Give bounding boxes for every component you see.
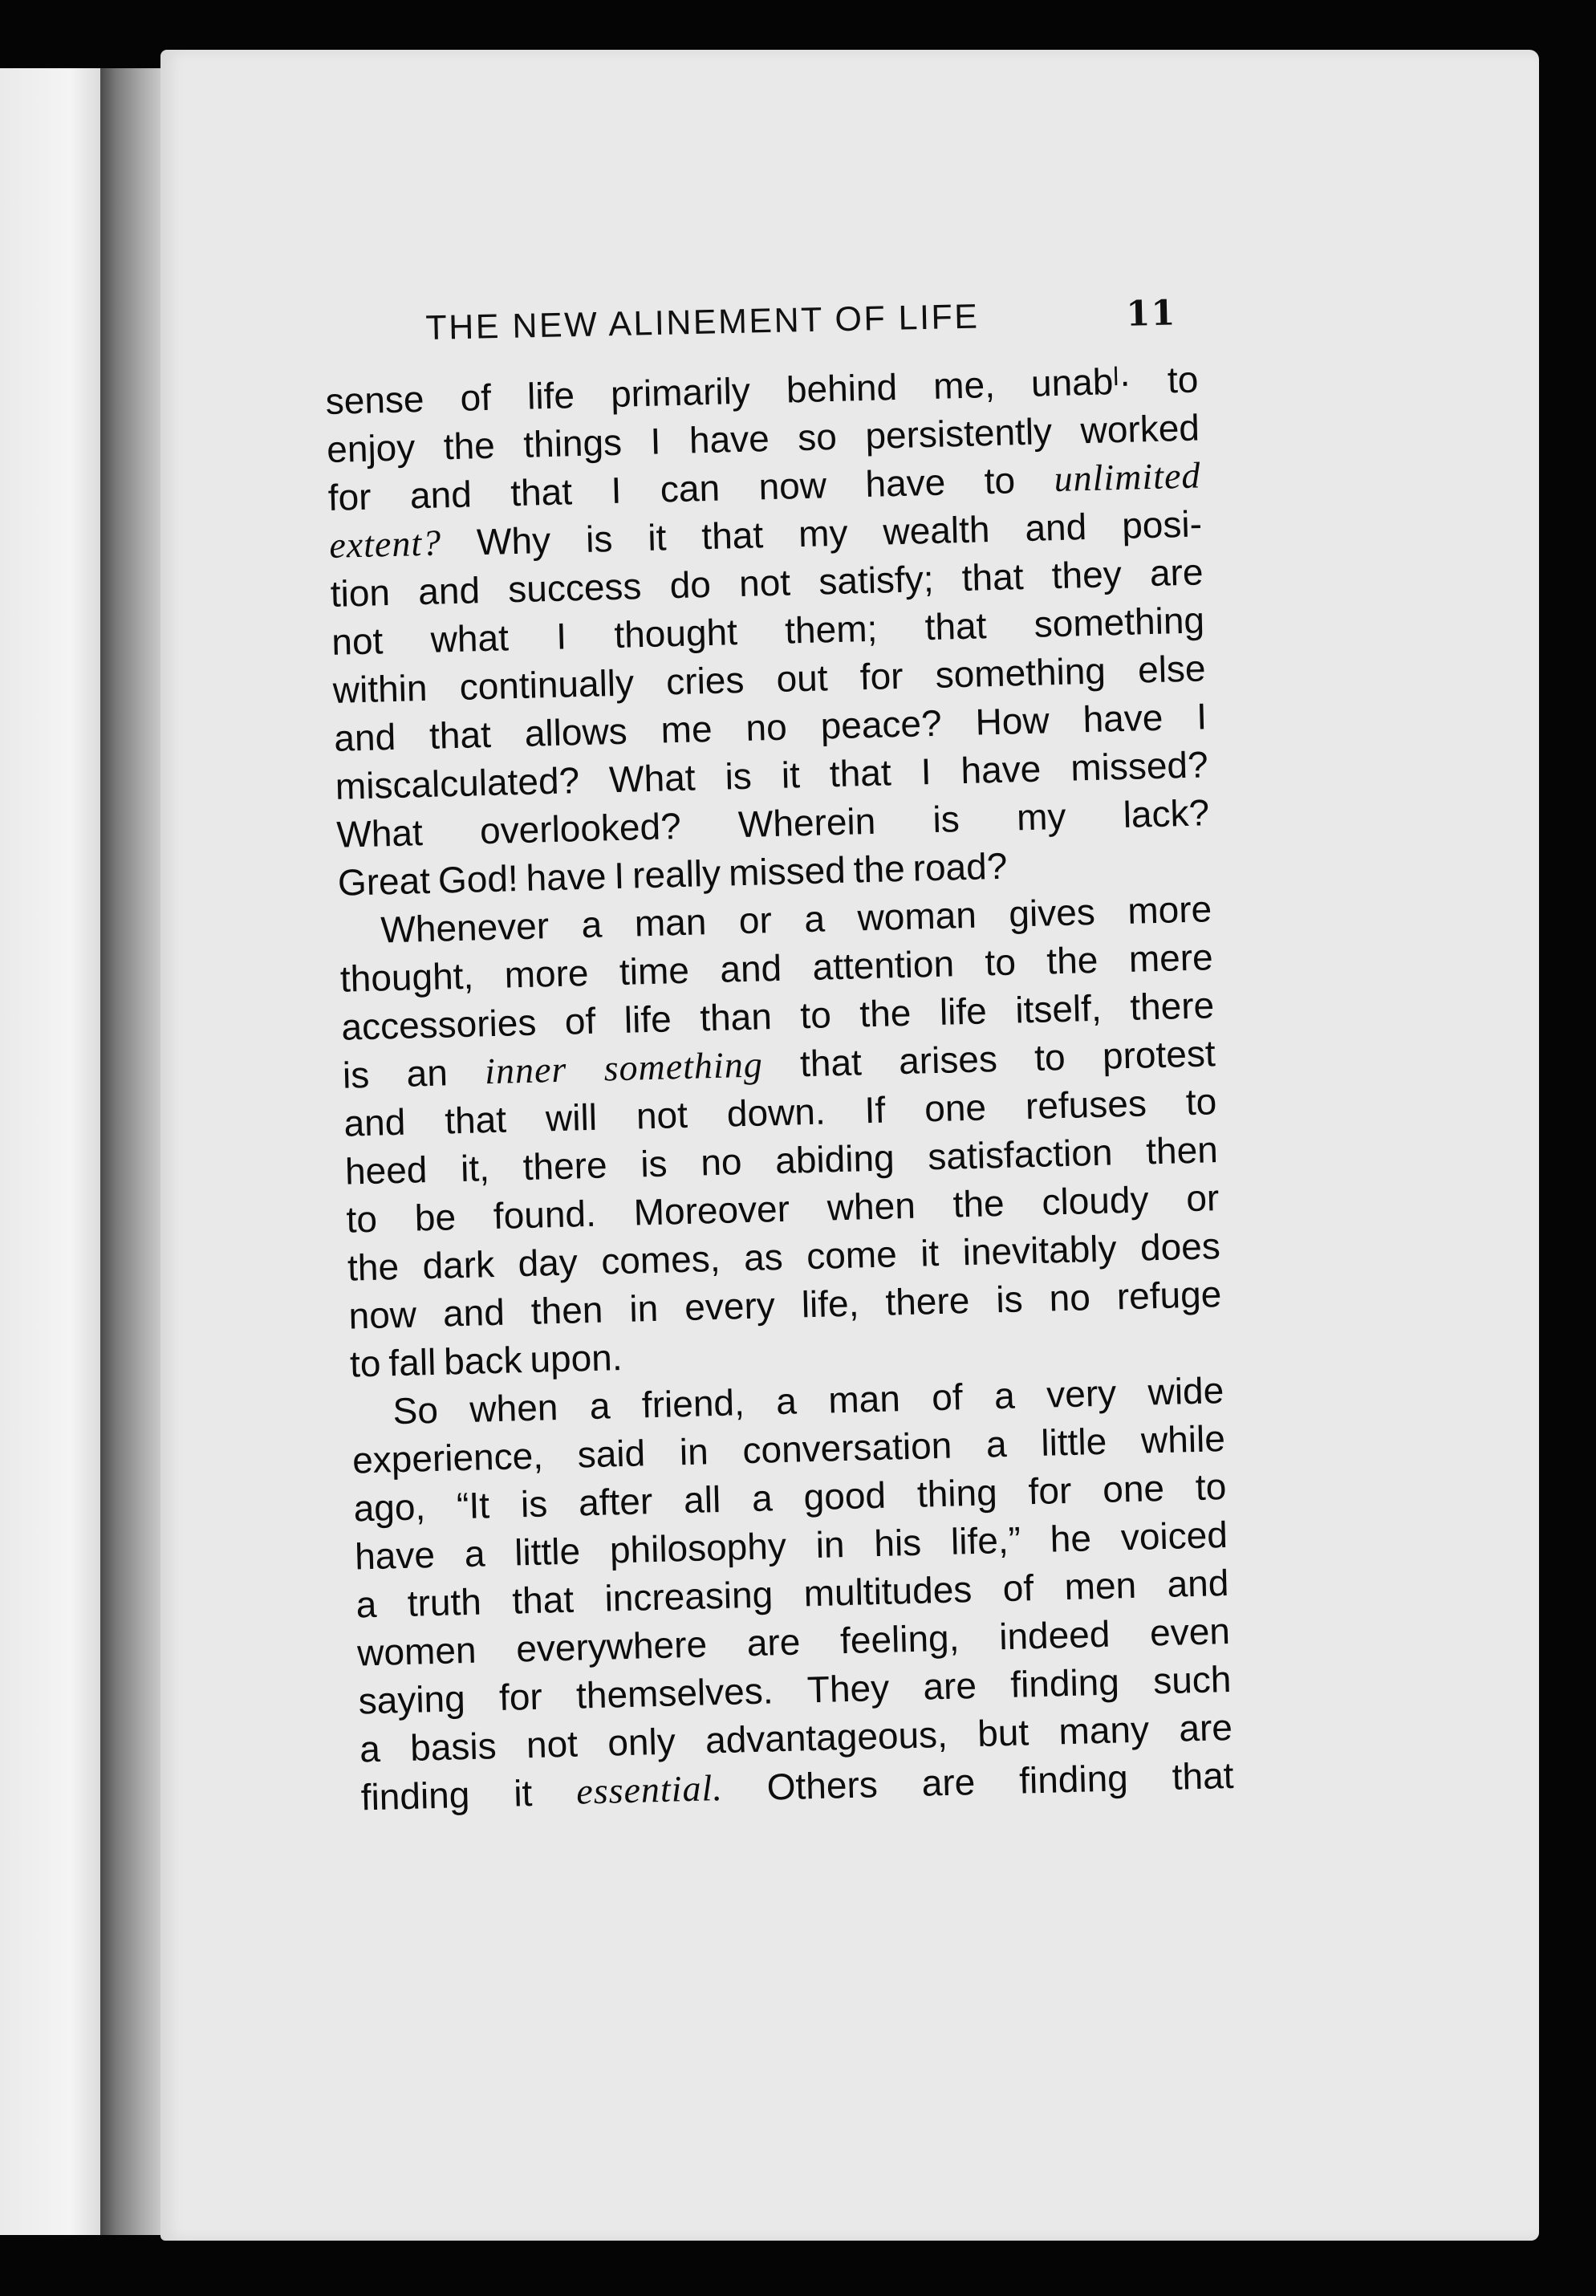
page-body-text [325, 355, 1235, 1861]
word: of [1002, 1567, 1034, 1610]
word: have [1082, 696, 1163, 741]
word: protest [1102, 1032, 1216, 1077]
word: many [1058, 1708, 1150, 1753]
word: finding [1009, 1660, 1120, 1705]
word: very [1046, 1372, 1117, 1416]
word: my [1016, 794, 1067, 839]
word: Others [766, 1763, 879, 1808]
word: that [511, 1578, 575, 1622]
word: the [853, 847, 906, 891]
word: fall [388, 1340, 437, 1384]
word: I [555, 615, 567, 657]
word: cloudy [1041, 1178, 1150, 1223]
word: continually [459, 661, 635, 708]
word: of [564, 999, 596, 1042]
word: to [345, 1197, 378, 1241]
word: to [1185, 1080, 1217, 1124]
word: his [873, 1521, 922, 1565]
word: women [356, 1628, 477, 1674]
word: them; [784, 607, 878, 652]
word: else [1137, 647, 1207, 691]
word: what [430, 616, 510, 660]
word: after [578, 1480, 653, 1524]
word: have [960, 747, 1042, 792]
word: are [921, 1761, 976, 1804]
word: only [607, 1720, 676, 1764]
word: heed [344, 1148, 428, 1193]
word: then [530, 1288, 603, 1332]
word: that [701, 514, 764, 558]
word: me, [932, 363, 996, 407]
word: of [931, 1376, 964, 1419]
word: said [577, 1432, 646, 1476]
word: upon. [529, 1336, 623, 1380]
word: What [335, 811, 424, 855]
word: missed? [1070, 743, 1209, 789]
running-title: THE NEW ALINEMENT OF LIFE [425, 297, 980, 347]
word: life, [801, 1282, 860, 1326]
word: it [920, 1231, 940, 1274]
word: that [961, 555, 1025, 599]
word: indeed [998, 1612, 1111, 1658]
word: in [679, 1430, 709, 1473]
italic-word: unlimited [1053, 454, 1201, 500]
word: sense [325, 377, 425, 422]
word: is [640, 1142, 668, 1185]
word: of [459, 376, 492, 419]
word: not [738, 561, 791, 605]
word: things [522, 421, 623, 465]
word: good [802, 1473, 887, 1518]
word: while [1140, 1417, 1226, 1461]
word: overlooked? [479, 804, 682, 852]
word: everywhere [515, 1623, 708, 1670]
italic-word: extent? [328, 522, 442, 566]
word: unabˡ· [1030, 360, 1132, 404]
word: man [827, 1377, 901, 1421]
word: have [688, 417, 770, 461]
word: peace? [820, 701, 943, 747]
word: and [719, 946, 782, 990]
word: are [746, 1620, 801, 1664]
word: miscalculated? [335, 759, 580, 807]
word: allows [524, 709, 628, 754]
word: satisfaction [927, 1131, 1114, 1178]
word: dark [421, 1243, 495, 1287]
word: back [443, 1339, 523, 1383]
word: thought [613, 611, 738, 656]
word: to [984, 941, 1017, 984]
word: inevitably [962, 1227, 1118, 1274]
word: Wherein [737, 799, 876, 846]
word: road? [912, 844, 1008, 889]
italic-word: essential. [575, 1767, 724, 1812]
word: refuses [1025, 1082, 1147, 1128]
word: no [745, 705, 788, 749]
word: for [859, 654, 904, 698]
word: really [631, 851, 721, 896]
word: finding [360, 1774, 470, 1819]
word: now [347, 1293, 417, 1337]
word: primarily [610, 369, 751, 415]
word: “It [456, 1484, 490, 1527]
word: truth [407, 1580, 482, 1624]
word: than [699, 995, 773, 1039]
word: life [939, 990, 988, 1033]
word: does [1139, 1225, 1221, 1269]
word: even [1149, 1609, 1231, 1654]
word: is [585, 518, 613, 560]
word: and [1166, 1561, 1229, 1605]
word: in [815, 1523, 846, 1566]
page-number: 11 [1125, 293, 1176, 335]
word: life,” [950, 1518, 1021, 1562]
word: a [775, 1380, 798, 1423]
word: such [1152, 1657, 1232, 1702]
word: but [977, 1711, 1029, 1754]
word: basis [409, 1725, 497, 1769]
word: the [952, 1181, 1005, 1225]
word: a [580, 903, 603, 946]
word: when [469, 1386, 558, 1430]
word: down. [726, 1090, 826, 1135]
word: one [1102, 1466, 1165, 1510]
word: come [806, 1233, 898, 1278]
word: not [331, 620, 384, 663]
word: finding [1018, 1757, 1129, 1802]
word: itself, [1014, 986, 1103, 1031]
paragraph-1 [325, 355, 1211, 906]
word: comes, [600, 1237, 721, 1282]
word: ago, [353, 1485, 426, 1530]
word: is [342, 1053, 370, 1096]
word: thing [916, 1471, 998, 1515]
word: to [1195, 1465, 1227, 1508]
word: that [510, 470, 573, 514]
word: a [993, 1374, 1016, 1417]
word: increasing [603, 1573, 774, 1619]
word: or [1185, 1176, 1220, 1220]
word: it [647, 516, 668, 559]
word: themselves. [575, 1669, 774, 1717]
word: God! [437, 857, 519, 901]
word: for [1027, 1469, 1072, 1513]
word: missed [728, 848, 847, 894]
word: as [743, 1235, 784, 1279]
left-page-edge [0, 68, 100, 2235]
word: it, [460, 1147, 490, 1190]
word: experience, [351, 1434, 544, 1481]
word: found. [493, 1192, 597, 1237]
word: will [545, 1095, 598, 1140]
word: feeling, [839, 1616, 960, 1662]
word: a [589, 1384, 611, 1428]
word: that [428, 713, 492, 757]
word: life [526, 374, 575, 417]
word: a [803, 897, 826, 941]
word: mere [1128, 936, 1214, 980]
word: to [1167, 358, 1199, 401]
word: the [443, 424, 496, 468]
word: woman [856, 893, 977, 939]
italic-word: inner [484, 1048, 567, 1092]
word: persistently [864, 410, 1053, 457]
word: to [799, 994, 832, 1037]
word: more [504, 951, 590, 996]
word: is [724, 754, 753, 798]
word: all [683, 1477, 721, 1522]
word: are [1178, 1705, 1233, 1749]
word: and [333, 715, 396, 759]
word: now [757, 464, 827, 508]
word: cries [665, 658, 745, 703]
word: arises [898, 1038, 998, 1083]
word: me [660, 707, 713, 751]
word: are [1149, 551, 1204, 595]
word: conversation [741, 1424, 952, 1472]
word: Moreover [633, 1187, 790, 1233]
word: for [498, 1675, 543, 1719]
word: it [781, 754, 801, 796]
word: they [1051, 552, 1123, 597]
word: friend, [641, 1381, 745, 1426]
word: a [464, 1532, 486, 1575]
word: there [522, 1144, 608, 1189]
word: every [684, 1284, 776, 1329]
word: philosophy [609, 1524, 787, 1571]
word: more [1127, 888, 1212, 932]
word: lack? [1123, 791, 1210, 835]
word: to [349, 1342, 382, 1385]
word: and [343, 1100, 406, 1144]
word: If [863, 1088, 886, 1132]
word: in [628, 1286, 659, 1330]
word: my [798, 511, 849, 555]
word: advantageous, [705, 1713, 948, 1762]
word: he [1050, 1517, 1092, 1560]
word: can [660, 466, 721, 510]
word: a [985, 1422, 1008, 1465]
word: thought, [339, 954, 474, 1000]
word: there [884, 1279, 970, 1323]
word: be [414, 1196, 457, 1239]
word: a [751, 1477, 774, 1519]
word: wide [1147, 1369, 1224, 1413]
word: life [623, 998, 672, 1041]
word: and [409, 473, 473, 517]
word: the [1046, 938, 1099, 982]
word: a [355, 1583, 377, 1626]
word: gives [1008, 890, 1096, 935]
word: accessories [340, 1001, 537, 1048]
word: no [1048, 1276, 1091, 1319]
word: men [1063, 1563, 1137, 1608]
word: to [984, 459, 1016, 502]
word: and [442, 1290, 506, 1335]
paragraph-3 [351, 1366, 1234, 1821]
word: the [859, 991, 912, 1035]
word: within [332, 666, 428, 711]
word: that [444, 1098, 507, 1142]
word: is [995, 1278, 1024, 1321]
word: worked [1079, 406, 1200, 452]
word: abiding [774, 1136, 895, 1182]
word: I [649, 420, 662, 462]
word: have [864, 461, 946, 505]
word: Great [337, 859, 431, 904]
italic-word: something [603, 1043, 764, 1089]
word: attention [811, 942, 955, 988]
word: it [513, 1772, 533, 1814]
word: then [1145, 1128, 1219, 1172]
word: How [974, 699, 1050, 743]
word: I [920, 750, 932, 793]
word: have [525, 855, 607, 899]
word: enjoy [326, 426, 416, 470]
word: man [634, 900, 707, 945]
word: Why [476, 518, 551, 563]
word: I [610, 469, 622, 512]
word: and [417, 569, 481, 613]
word: something [935, 649, 1107, 696]
word: and [1024, 506, 1087, 549]
word: posi- [1121, 502, 1203, 547]
word: saying [358, 1677, 466, 1722]
word: multitudes [803, 1568, 973, 1615]
word: are [922, 1664, 977, 1708]
word: do [669, 563, 712, 607]
word: behind [786, 365, 898, 411]
word: there [1129, 984, 1215, 1028]
word: not [526, 1722, 579, 1766]
word: or [738, 899, 773, 942]
word: wealth [882, 508, 991, 553]
word: day [517, 1241, 579, 1285]
word: not [636, 1093, 688, 1137]
word: tion [330, 571, 391, 615]
word: that [1172, 1753, 1235, 1798]
word: is [520, 1482, 548, 1526]
word: time [619, 949, 690, 993]
word: Whenever [380, 904, 550, 951]
word: a [359, 1727, 381, 1770]
word: something [1034, 599, 1205, 645]
word: to [1034, 1035, 1066, 1079]
word: that [799, 1041, 863, 1085]
word: I [613, 854, 625, 897]
word: is [932, 798, 960, 840]
word: I [1196, 695, 1208, 738]
word: little [1040, 1420, 1107, 1464]
word: voiced [1120, 1514, 1228, 1558]
word: They [806, 1666, 890, 1711]
word: little [514, 1530, 581, 1574]
word: an [405, 1051, 449, 1095]
word: satisfy; [818, 557, 935, 603]
word: What [608, 756, 696, 801]
word: one [924, 1086, 987, 1130]
word: when [826, 1184, 916, 1229]
word: out [775, 656, 829, 700]
word: so [797, 415, 838, 459]
word: no [700, 1140, 743, 1184]
word: that [924, 604, 988, 648]
paragraph-2 [339, 884, 1224, 1388]
word: So [392, 1388, 439, 1432]
word: for [327, 475, 372, 518]
word: have [354, 1534, 436, 1578]
word: success [507, 565, 643, 611]
word: that [829, 751, 892, 795]
word: refuge [1116, 1273, 1222, 1318]
word: the [347, 1246, 400, 1289]
